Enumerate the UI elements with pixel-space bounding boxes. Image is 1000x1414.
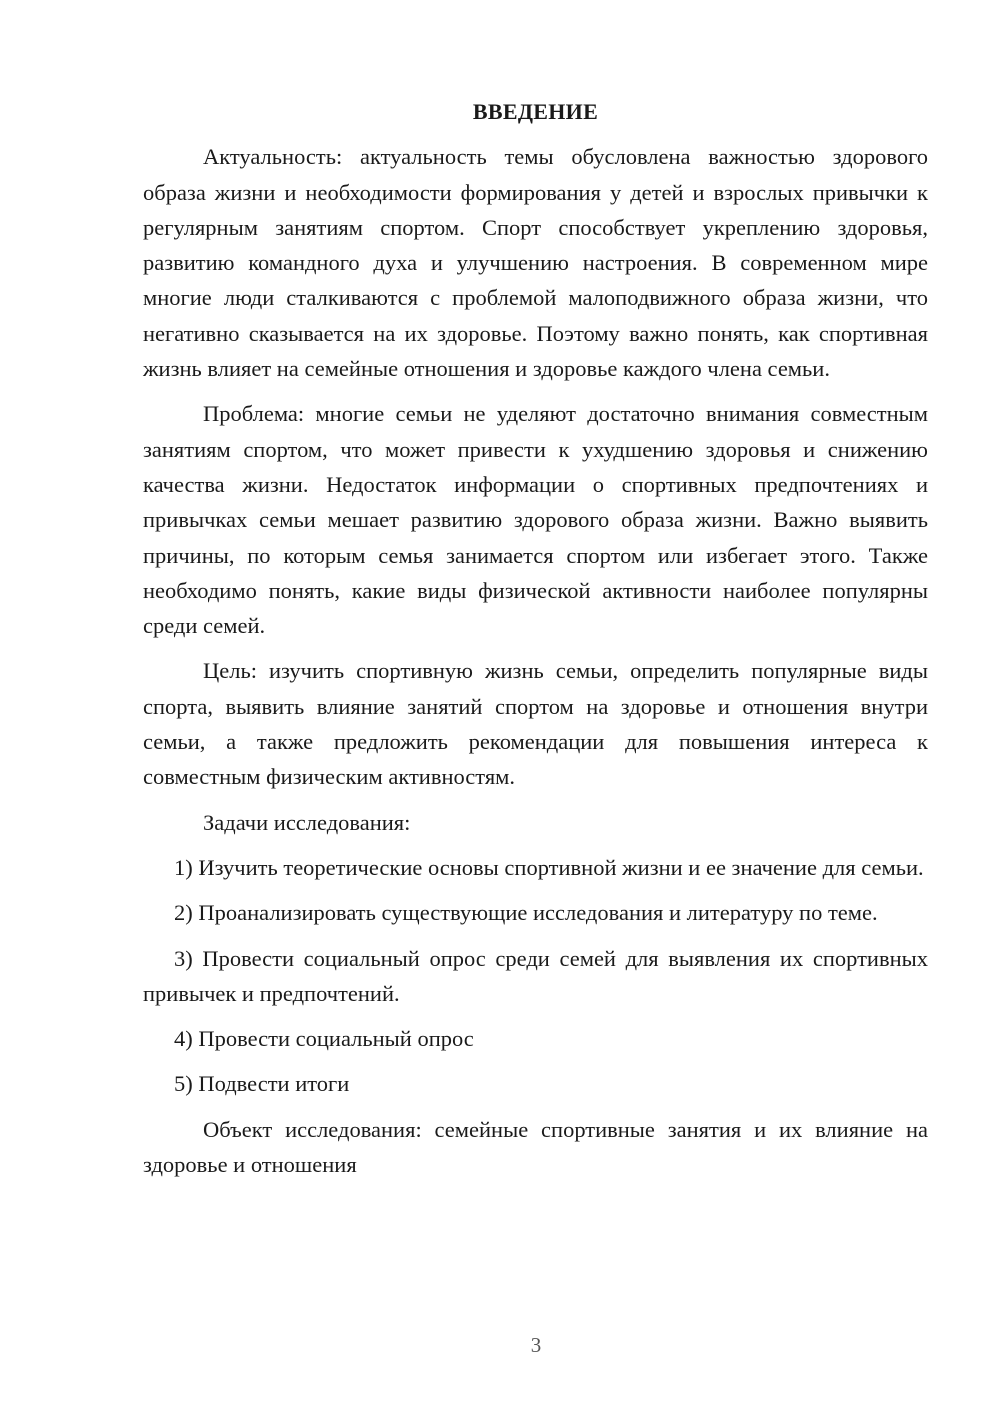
- section-heading: ВВЕДЕНИЕ: [472, 99, 599, 124]
- object-paragraph: Объект исследования: семейные спортивные занятия и их влияние на здоровье и отношения: [143, 1116, 928, 1178]
- task-item-5: 5) Подвести итоги: [174, 1071, 350, 1097]
- relevance-paragraph: Актуальность: актуальность темы обусловлена важностью здорового образа жизни и необходимости формирования у детей и взрослых привычки к регулярным занятиям спортом. Спорт способствует укреплению здоровья, развитию командного духа и улучшению настроения. В современном мире многие люди сталкиваются с проблемой малоподвижного образа жизни, что негативно сказывается на их здоровье. Поэтому важно понять, как спортивная жизнь влияет на семейные отношения и здоровье каждого члена семьи.: [143, 144, 928, 382]
- page-number: 3: [530, 1333, 542, 1357]
- task-item-1: 1) Изучить теоретические основы спортивной жизни и ее значение для семьи.: [174, 854, 924, 880]
- task-item-4: 4) Провести социальный опрос: [174, 1026, 474, 1052]
- problem-paragraph: Проблема: многие семьи не уделяют достаточно внимания совместным занятиям спортом, что может привести к ухудшению здоровья и снижению качества жизни. Недостаток информации о спортивных предпочтениях и привычках семьи мешает развитию здорового образа жизни. Важно выявить причины, по которым семья занимается спортом или избегает этого. Также необходимо понять, какие виды физической активности наиболее популярны среди семей.: [143, 401, 928, 639]
- page-content: [143, 94, 928, 1192]
- task-item-3: 3) Провести социальный опрос среди семей для выявления их спортивных привычек и предпочтений.: [143, 945, 928, 1006]
- goal-paragraph: Цель: изучить спортивную жизнь семьи, определить популярные виды спорта, выявить влияние занятий спортом на здоровье и отношения внутри семьи, а также предложить рекомендации для повышения интереса к совместным физическим активностям.: [143, 658, 928, 790]
- task-item-2: 2) Проанализировать существующие исследования и литературу по теме.: [174, 900, 878, 926]
- tasks-heading: Задачи исследования:: [203, 809, 411, 835]
